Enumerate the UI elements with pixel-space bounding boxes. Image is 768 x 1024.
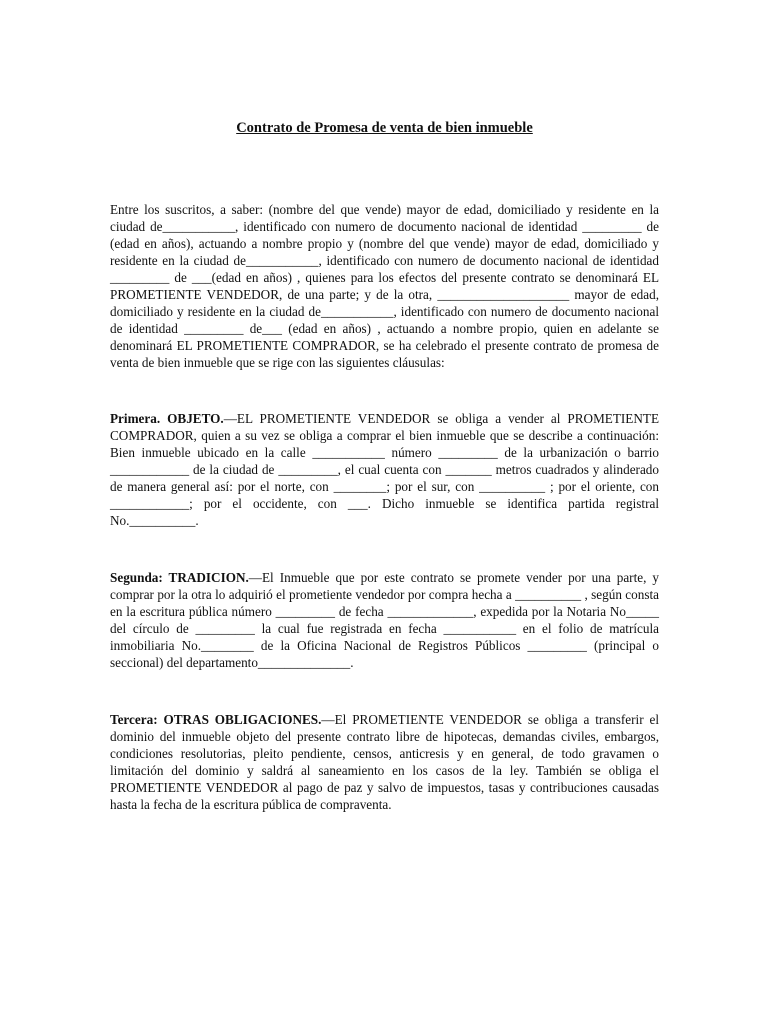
clause-text: —EL PROMETIENTE VENDEDOR se obliga a vender al PROMETIENTE COMPRADOR, quien a su vez se obliga a comprar el bien inmueble que se describe a continuación: Bien inmueble ubicado en la calle ___________ número _________ de la urbanización o barrio ____________ de la ciudad de _________, el cual cuenta con _______ metros cuadrados y alinderado de manera general así: por el norte, con ________; por el sur, con __________ ; por el oriente, con ____________; por el occidente, con ___. Dicho inmueble se identifica partida registral No.__________. [110,411,660,528]
document-title: Contrato de Promesa de venta de bien inmueble [236,120,533,136]
clause-heading: Tercera: OTRAS OBLIGACIONES. [110,712,322,727]
clause-heading: Segunda: TRADICION. [110,570,249,585]
clause-heading: Primera. OBJETO. [110,411,224,426]
clause-segunda [110,569,659,671]
document-body [110,118,659,853]
clause-primera [110,410,659,529]
intro-paragraph: Entre los suscritos, a saber: (nombre del que vende) mayor de edad, domiciliado y residente en la ciudad de___________, identificado con numero de documento nacional de identidad _________ de (edad en años), actuando a nombre propio y (nombre del que vende) mayor de edad, domiciliado y residente en la ciudad de___________, identificado con numero de documento nacional de identidad _________ de ___(edad en años) , quienes para los efectos del presente contrato se denominará EL PROMETIENTE VENDEDOR, de una parte; y de la otra, ____________________ mayor de edad, domiciliado y residente en la ciudad de___________, identificado con numero de documento nacional de identidad _________ de___ (edad en años) , actuando a nombre propio, quien en adelante se denominará EL PROMETIENTE COMPRADOR, se ha celebrado el presente contrato de promesa de venta de bien inmueble que se rige con las siguientes cláusulas: [110,202,659,370]
clause-text: —El Inmueble que por este contrato se promete vender por una parte, y comprar por la otra lo adquirió el prometiente vendedor por compra hecha a __________ , según consta en la escritura pública número _________ de fecha _____________, expedida por la Notaria No_____ del círculo de _________ la cual fue registrada en fecha ___________ en el folio de matrícula inmobiliaria No.________ de la Oficina Nacional de Registros Públicos _________ (principal o seccional) del departamento______________. [110,570,660,670]
clause-tercera [110,711,659,813]
clause-text: —El PROMETIENTE VENDEDOR se obliga a transferir el dominio del inmueble objeto del presente contrato libre de hipotecas, demandas civiles, embargos, condiciones resolutorias, pleito pendiente, censos, anticresis y en general, de todo gravamen o limitación del dominio y saldrá al saneamiento en los casos de la ley. También se obliga el PROMETIENTE VENDEDOR al pago de paz y salvo de impuestos, tasas y contribuciones causadas hasta la fecha de la escritura pública de compraventa. [110,712,659,812]
